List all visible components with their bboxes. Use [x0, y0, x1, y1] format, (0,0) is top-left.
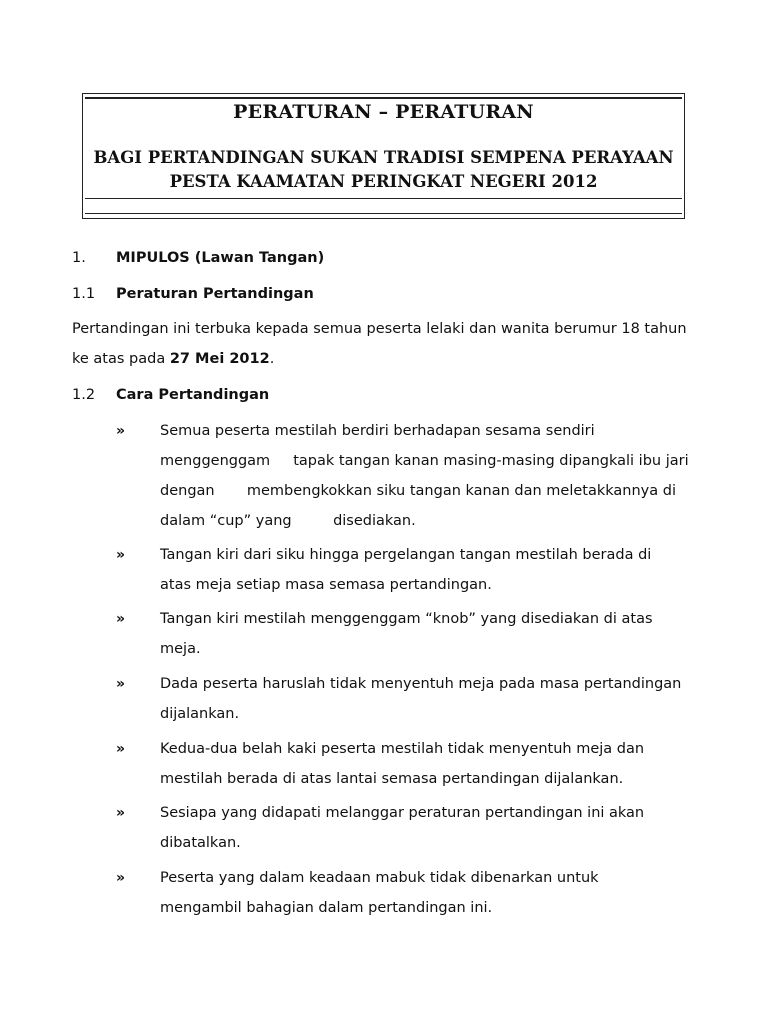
section-1-1-paragraph-line-2	[72, 349, 274, 369]
rule-item-3-line-2: meja.	[160, 641, 201, 657]
rule-item-4	[160, 669, 700, 729]
rule-item-6	[160, 798, 700, 858]
rule-item-4-line-2: dijalankan.	[160, 706, 240, 722]
rule-item-1-line-4: dalam “cup” yang disediakan.	[160, 513, 416, 529]
title-box-middle-rule	[85, 198, 682, 199]
section-1-1-heading: Peraturan Pertandingan	[116, 286, 314, 302]
subtitle-line-2: PESTA KAAMATAN PERINGKAT NEGERI 2012	[169, 172, 598, 191]
title-box	[82, 93, 685, 219]
rule-item-5	[160, 734, 700, 794]
competition-date: 27 Mei 2012	[169, 351, 270, 367]
section-1-2-heading: Cara Pertandingan	[116, 387, 270, 403]
subtitle-line-1: BAGI PERTANDINGAN SUKAN TRADISI SEMPENA PERAYAAN	[93, 148, 674, 167]
section-1-heading: MIPULOS (Lawan Tangan)	[116, 250, 325, 266]
section-1-2-number: 1.2	[72, 387, 96, 403]
rule-item-2-line-1: Tangan kiri dari siku hingga pergelangan tangan mestilah berada di	[160, 547, 652, 563]
rule-item-5-line-1: Kedua-dua belah kaki peserta mestilah tidak menyentuh meja dan	[160, 741, 645, 757]
document-title: PERATURAN – PERATURAN	[233, 101, 534, 123]
rule-item-7-line-1: Peserta yang dalam keadaan mabuk tidak dibenarkan untuk	[160, 870, 599, 886]
bullet-icon: »	[116, 870, 126, 886]
bullet-icon: »	[116, 423, 126, 439]
section-1-number: 1.	[72, 250, 86, 266]
bullet-icon: »	[116, 676, 126, 692]
rule-item-1-line-2: menggenggam tapak tangan kanan masing-masing dipangkali ibu jari	[160, 453, 689, 469]
rule-item-1	[160, 416, 700, 536]
section-1-1-paragraph-line-1: Pertandingan ini terbuka kepada semua peserta lelaki dan wanita berumur 18 tahun	[72, 321, 687, 337]
paragraph-suffix: .	[269, 351, 275, 367]
rule-item-1-line-1: Semua peserta mestilah berdiri berhadapan sesama sendiri	[160, 423, 595, 439]
section-1-1-number: 1.1	[72, 286, 96, 302]
title-box-top-rule	[85, 97, 682, 99]
rule-item-2-line-2: atas meja setiap masa semasa pertandingan.	[160, 577, 492, 593]
bullet-icon: »	[116, 611, 126, 627]
bullet-icon: »	[116, 805, 126, 821]
rule-item-6-line-1: Sesiapa yang didapati melanggar peraturan pertandingan ini akan	[160, 805, 645, 821]
rule-item-5-line-2: mestilah berada di atas lantai semasa pertandingan dijalankan.	[160, 771, 624, 787]
rule-item-4-line-1: Dada peserta haruslah tidak menyentuh meja pada masa pertandingan	[160, 676, 682, 692]
rule-item-3	[160, 604, 700, 664]
title-box-bottom-rule	[85, 213, 682, 214]
paragraph-prefix: ke atas pada	[72, 351, 170, 367]
rule-item-7-line-2: mengambil bahagian dalam pertandingan ini.	[160, 900, 493, 916]
bullet-icon: »	[116, 741, 126, 757]
bullet-icon: »	[116, 547, 126, 563]
rule-item-7	[160, 863, 700, 923]
rule-item-3-line-1: Tangan kiri mestilah menggenggam “knob” yang disediakan di atas	[160, 611, 653, 627]
rule-item-2	[160, 540, 700, 600]
document-subtitle	[83, 146, 684, 194]
rule-item-6-line-2: dibatalkan.	[160, 835, 241, 851]
rule-item-1-line-3: dengan membengkokkan siku tangan kanan dan meletakkannya di	[160, 483, 676, 499]
